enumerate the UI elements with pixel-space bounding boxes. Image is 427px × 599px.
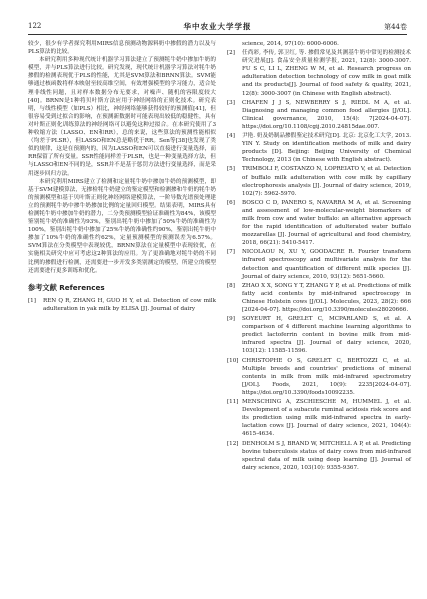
reference-item [227, 49, 411, 98]
reference-list-left [28, 297, 216, 313]
volume-label: 第44卷 [384, 23, 407, 31]
reference-number: [8] [227, 282, 235, 289]
body-paragraph: 本研究利用MIRS建立了检测和定量牦牛奶中掺加牛奶的预测模型，即基于SVM建模算法，无掺检牦牛奶建立的鉴定模型和检测掺和牛奶的牦牛奶的预测模型和基于贝叶斯正则化神经网络建模算法，一阶导数光谱预处理建立的预测牦牛奶中掺牛奶掺加比例的定量回归模型。结果表明，MIRS具有检测牦牛奶中掺加牛奶的潜力，二分类预测模型验证准确性为84%，该模型鉴别牦牛奶的准确性为93%，鉴别出牦牛奶中掺加了50%牛奶的准确性为100%，鉴别出牦牛奶中掺加了25%牛奶的准确性约90%，鉴别出牦牛奶中掺加了10%牛奶的准确性约62%，定量预测模型的预测误差为6.57%。SVM算法在分类模型中表现较优，BRNN算法在定量模型中表现较优，在实施相关研究中应可考虑这2种算法的应用。为了更准确地对牦牛奶的不同比例的掺假进行检测，还需要进一步开发多类别测定的模型，所建立的模型还需要进行更多训练和优化。 [28, 178, 216, 274]
reference-number: [9] [227, 316, 235, 323]
reference-text: ZHAO X X, SONG Y T, ZHANG Y P, et al. Predictions of milk fatty acid contents by mid-infrared spectroscopy in Chinese Holstein cows [J/OL]. Molecules, 2023, 28(2): 666 [2024-04-07]. https://doi.org/10.3390/molecules28020666. [242, 282, 411, 313]
right-column [227, 40, 411, 473]
reference-text: 任尚彩, 李传, 郭卫红, 等. 掺假常见及其测基牛奶中常见的检测技术研究进展[J]. 食品安全质量检测学报, 2021, 12(8): 3000-3007. FU S C, LI L, ZHENG W M, et al. Research progress on adulteration detection technology of cow milk in goat milk and its products[J]. Journal of food safety & quality, 2021, 12(8): 3000-3007 (in Chinese with English abstract). [242, 50, 411, 97]
reference-item [28, 297, 216, 313]
left-column [28, 40, 216, 314]
reference-text: DENHOLM S J, BRAND W, MITCHELL A P, et al. Predicting bovine tuberculosis status of dairy cows from mid-infrared spectral data of milk using deep learning [J]. Journal of dairy science, 2020, 103(10): 9355-9367. [242, 440, 411, 471]
reference-text: science, 2014, 97(10): 6000-6006. [242, 41, 339, 47]
reference-number: [11] [227, 399, 239, 406]
reference-number: [5] [227, 166, 235, 173]
reference-item [227, 132, 411, 164]
reference-item [227, 282, 411, 314]
reference-item [227, 99, 411, 131]
body-paragraph: 较少，很少有学者探究利用MIRS信息预测动物源料奶中掺假的潜力以及与PLS算法的比较。 [28, 41, 216, 56]
reference-text: TRIMBOLI F, COSTANZO N, LOPREIATO V, et al. Detection of buffalo milk adulteration with cow milk by capillary electrophoresis analysis [J]. Journal of dairy science, 2019, 102(7): 5962-5970. [242, 166, 411, 197]
journal-title: 华中农业大学学报 [183, 22, 252, 31]
reference-item [227, 199, 411, 248]
reference-text: MENSCHING A, ZSCHIESCHE M, HUMMEL J, et al. Development of a subacute ruminal acidosis risk score and its prediction using milk mid-infrared spectra in early-lactation cows [J]. Journal of dairy science, 2021, 104(4): 4615-4634. [242, 399, 411, 438]
reference-item [227, 165, 411, 197]
reference-number: [10] [227, 357, 239, 364]
reference-item [227, 398, 411, 438]
reference-text: CHRISTOPHE O S, GRELET C, BERTOZZI C, et al. Multiple breeds and countries' predictions of mineral contents in milk from milk mid-infrared spectrometry [J/OL]. Foods, 2021, 10(9): 2235[2024-04-07]. https://doi.org/10.3390/foods10092235. [242, 357, 411, 396]
reference-item [227, 440, 411, 472]
body-paragraph: 本研究利用多种现代统计机器学习算法建立了预测牦牛奶中掺加牛奶的模型，并与PLS算法进行比较。研究发现，现代统计机器学习算法对牦牛奶掺假的检测表现优于PLS的性能，尤其是SVM算法和BRNN算法。SVM能够通过核函数将样本映射至较高维空间，有效增强模型的学习能力，适合处理非线性问题，且对样本数据分布无要求，对噪声、随机的容限度较大[40]。BRNN是1种将贝叶斯方法应用于神经网络的正则化技术。研究表明，与线性模型（如PLS）相比，神经网络能够获得较好的预测值[41]，但很容易受到过拟合的影响，在预测新数据时可能表现出较低的稳健性，具有对叶斯正则化训练算法的神经网络可以避免这种过拟合。在本研究使用了3种收缩方法（LASSO、EN和RR），总的来说，这些算法的预测性能相似（均差于PLSR），但LASSO和EN总是略优于RR。Sen等[38]也发现了类似的规律，这是在预测内的，因为LASSO和EN可以直接进行变量选择，而RR保留了所有变量。SSR性能同样差于PLSR，也是一种变量选择方法，但与LASSO和EN不同的是，SSR并不是基于惩罚方法进行变量选择，而是采用逐步回归方法。 [28, 57, 216, 177]
reference-item [227, 248, 411, 280]
reference-number: [7] [227, 249, 235, 256]
reference-text: SOYEURT H, GRELET C, MCPARLAND S, et al. A comparison of 4 different machine learning algorithms to predict lactoferrin content in bovine milk from mid-infrared spectra [J]. Journal of dairy science, 2020, 103(12): 11585-11596. [242, 316, 411, 355]
reference-number: [3] [227, 99, 235, 106]
references-heading: 参考文献 References [28, 282, 105, 292]
reference-text: BOSCO C D, PANERO S, NAVARRA M A, et al. Screening and assessment of low-molecular-weight biomarkers of milk from cow and water buffalo: an alternative approach for the rapid identification of adulterated water buffalo mozzarellas [J]. Journal of agricultural and food chemistry, 2018, 66(21): 5410-5417. [242, 199, 411, 247]
reference-text: 尹艳. 奶及奶制品掺假鉴定技术研究[D]. 北京: 北京化工大学, 2013. YIN Y. Study on identification methods of milk and dairy products [D]. Beijing: Beijing University of Chemical Technology, 2013 (in Chinese with English abstract). [242, 133, 411, 164]
reference-text: NICOLAOU N, XU Y, GOODACRE R. Fourier transform infrared spectroscopy and multivariate analysis for the detection and quantification of different milk species [J]. Journal of dairy science, 2010, 93(12): 5651-5660. [242, 249, 411, 280]
reference-number: [1] [28, 297, 36, 304]
reference-item [227, 315, 411, 355]
reference-list-right [227, 40, 411, 472]
reference-item [227, 357, 411, 397]
reference-number: [4] [227, 133, 235, 140]
reference-number: [12] [227, 440, 239, 447]
reference-text: CHAFEN J J S, NEWBERRY S J, RIEDL M A, et al. Diagnosing and managing common food allergies [J/OL]. Clinical governance, 2010, 15(4): 7[2024-04-07]. https://doi.org/10.1108/cgij.2010.24815dae.007. [242, 99, 411, 130]
reference-item [227, 40, 411, 48]
reference-number: [2] [227, 50, 235, 57]
running-header [28, 20, 407, 35]
reference-number: [6] [227, 199, 235, 206]
page-number: 122 [28, 22, 42, 30]
reference-text: REN Q R, ZHANG H, GUO H Y, et al. Detection of cow milk adulteration in yak milk by ELISA [J]. Journal of dairy [43, 297, 216, 312]
